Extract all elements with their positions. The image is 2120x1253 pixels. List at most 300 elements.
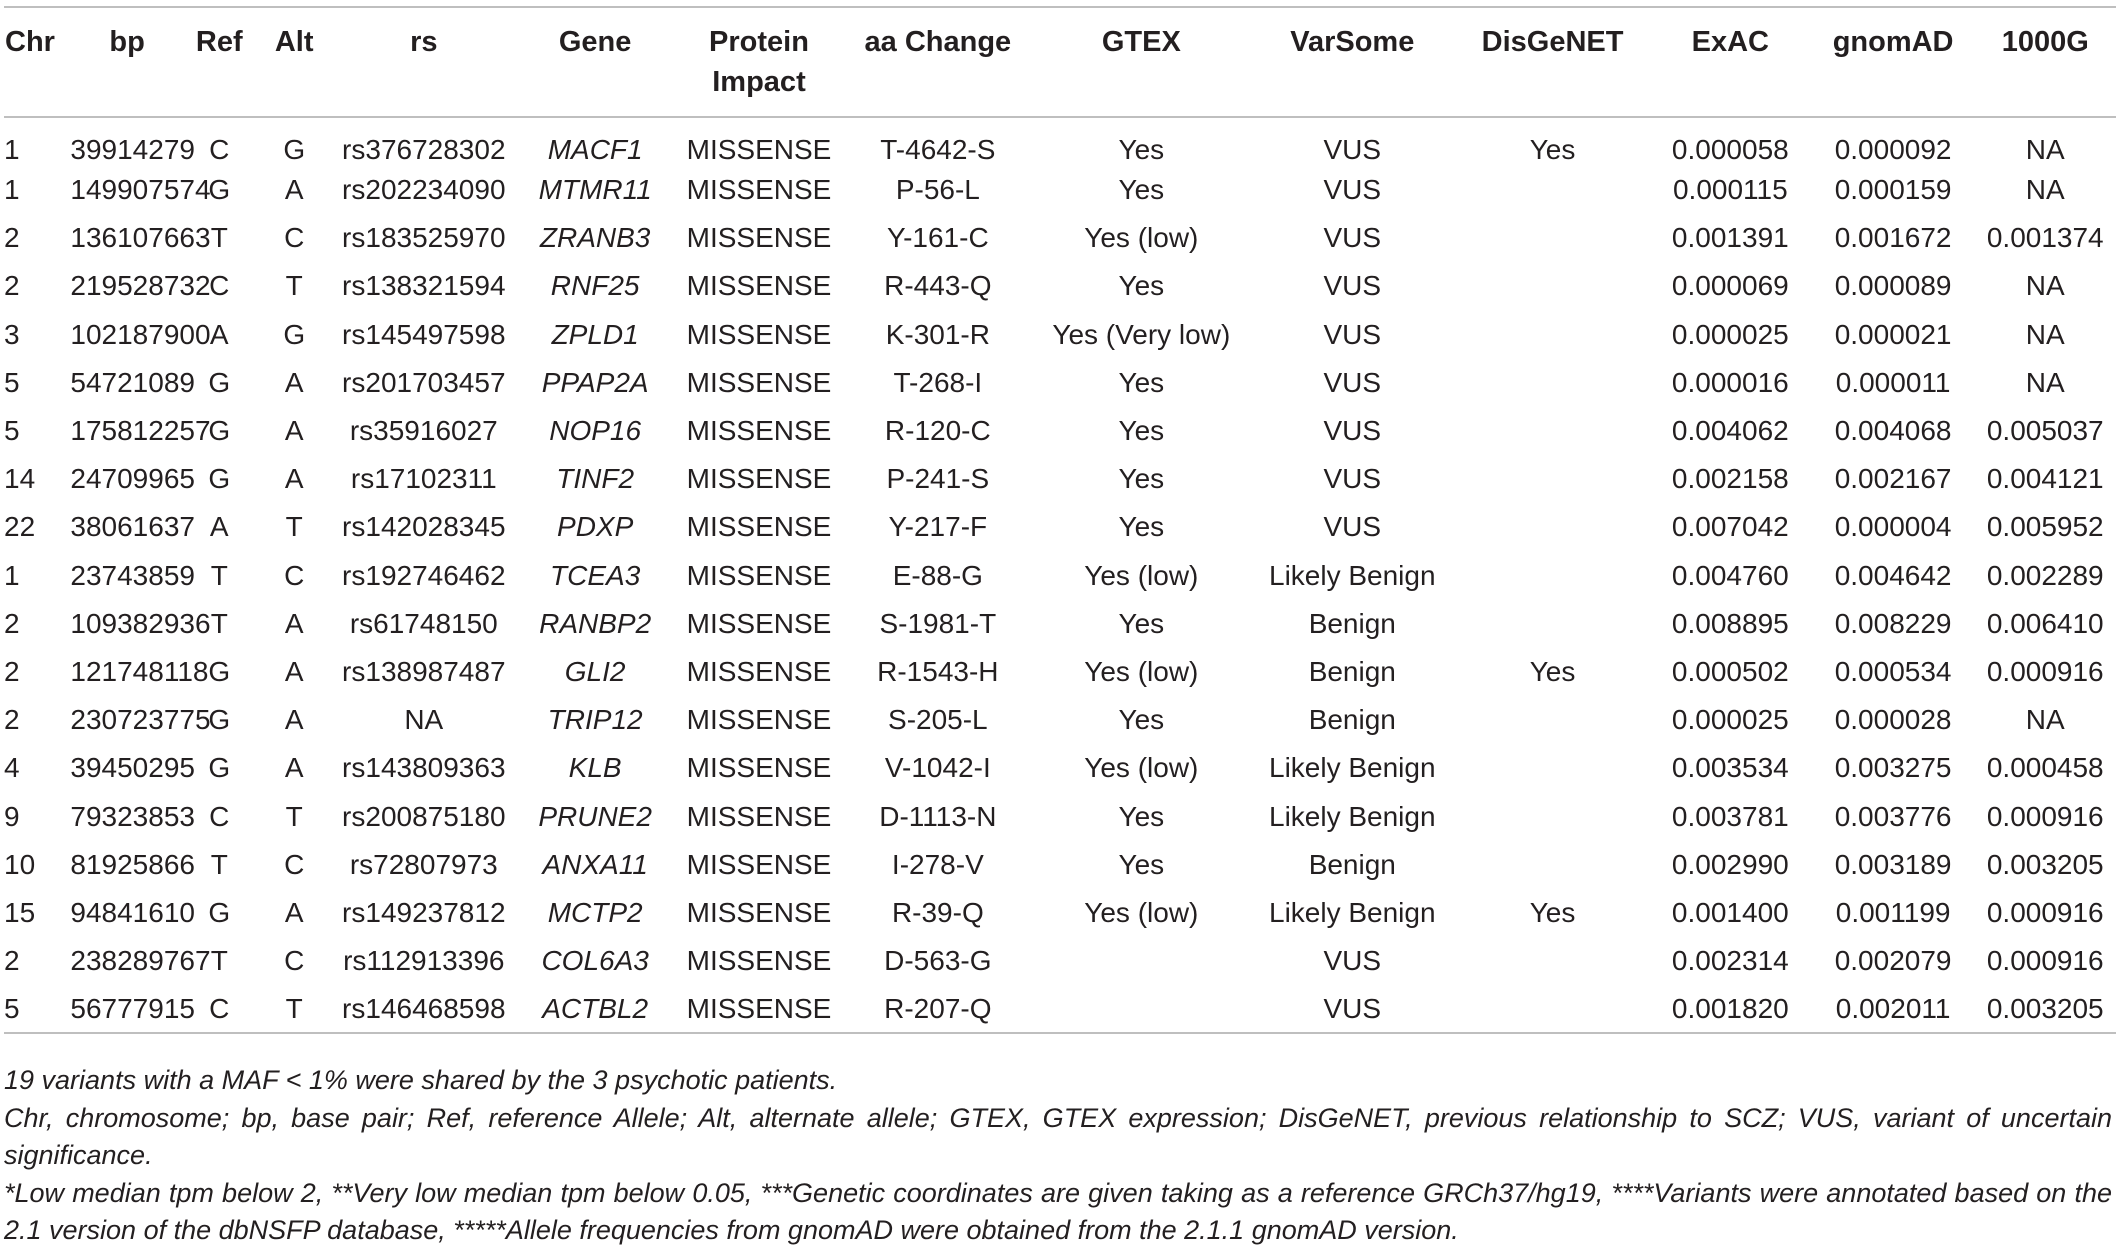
cell-alt: C [284, 559, 305, 591]
cell-gtex: Yes [1118, 800, 1165, 832]
cell-aa-change: R-120-C [884, 415, 991, 447]
cell-aa-change: S-1981-T [879, 607, 997, 639]
cell-alt: T [285, 270, 303, 302]
cell-exac: 0.001820 [1671, 992, 1789, 1024]
table-body [4, 117, 2116, 1033]
cell-chr: 2 [4, 607, 20, 639]
cell-disgenet: Yes [1529, 896, 1576, 928]
cell-bp: 136107663 [70, 222, 211, 254]
cell-chr: 5 [4, 366, 20, 398]
table-row [4, 744, 2116, 792]
col-header-protein-impact: Protein Impact [709, 26, 809, 98]
cell-gtex: Yes (low) [1084, 896, 1199, 928]
cell-1000g: NA [2025, 174, 2065, 206]
cell-gtex: Yes [1118, 704, 1165, 736]
cell-1000g: 0.002289 [1986, 559, 2104, 591]
cell-gnomad: 0.003776 [1834, 800, 1952, 832]
cell-exac: 0.000502 [1671, 655, 1789, 687]
cell-gnomad: 0.004068 [1834, 415, 1952, 447]
cell-gene: PDXP [557, 511, 634, 543]
cell-protein-impact: MISSENSE [686, 704, 832, 736]
cell-aa-change: D-1113-N [879, 800, 997, 832]
cell-protein-impact: MISSENSE [686, 559, 832, 591]
cell-gnomad: 0.000534 [1834, 655, 1952, 687]
cell-1000g: NA [2025, 134, 2065, 165]
cell-rs: rs183525970 [342, 222, 506, 254]
cell-rs: rs192746462 [342, 559, 506, 591]
cell-alt: A [284, 896, 304, 928]
table-row [4, 648, 2116, 696]
cell-protein-impact: MISSENSE [686, 992, 832, 1024]
cell-gene: ANXA11 [542, 848, 648, 880]
cell-disgenet [1456, 985, 1649, 1033]
cell-ref: T [210, 945, 228, 977]
cell-gnomad: 0.004642 [1834, 559, 1952, 591]
cell-disgenet [1456, 552, 1649, 600]
cell-aa-change: S-205-L [888, 704, 988, 736]
cell-exac: 0.000016 [1671, 366, 1789, 398]
cell-protein-impact: MISSENSE [686, 270, 832, 302]
cell-gene: TINF2 [556, 463, 635, 495]
cell-chr: 5 [4, 992, 20, 1024]
cell-gtex: Yes (Very low) [1052, 318, 1231, 350]
cell-aa-change: K-301-R [885, 318, 990, 350]
cell-disgenet [1456, 937, 1649, 985]
cell-chr: 22 [4, 511, 36, 543]
cell-rs: rs145497598 [342, 318, 506, 350]
cell-varsome: Likely Benign [1269, 752, 1436, 784]
cell-disgenet [1456, 744, 1649, 792]
cell-varsome: Benign [1308, 655, 1396, 687]
cell-gene: TCEA3 [550, 559, 641, 591]
cell-ref: T [210, 559, 228, 591]
cell-bp: 149907574 [70, 174, 211, 206]
cell-ref: C [209, 800, 230, 832]
cell-protein-impact: MISSENSE [686, 174, 832, 206]
cell-bp: 94841610 [70, 896, 195, 928]
cell-disgenet [1456, 407, 1649, 455]
cell-aa-change: Y-161-C [886, 222, 989, 254]
cell-gene: MTMR11 [538, 174, 652, 206]
cell-disgenet [1456, 262, 1649, 310]
cell-gtex: Yes (low) [1084, 222, 1199, 254]
cell-protein-impact: MISSENSE [686, 607, 832, 639]
cell-exac: 0.000058 [1671, 134, 1789, 165]
cell-varsome: Benign [1308, 848, 1396, 880]
table-row [4, 552, 2116, 600]
table-row [4, 985, 2116, 1033]
cell-ref: G [208, 752, 231, 784]
cell-protein-impact: MISSENSE [686, 945, 832, 977]
cell-chr: 4 [4, 752, 20, 784]
cell-rs: rs142028345 [342, 511, 506, 543]
cell-alt: C [284, 848, 305, 880]
header-row [4, 7, 2116, 117]
cell-exac: 0.004062 [1671, 415, 1789, 447]
cell-exac: 0.001391 [1671, 222, 1789, 254]
cell-gnomad: 0.001199 [1835, 896, 1951, 928]
cell-ref: G [208, 463, 231, 495]
footnote-definitions: *Low median tpm below 2, **Very low median tpm below 0.05, ***Genetic coordinates are given taking as a reference GRCh37/hg19, ****Variants were annotated based on the 2.1 version of the dbNSFP database, *****Allele frequencies from gnomAD were obtained from the 2.1.1 gnomAD version. [4, 1177, 2112, 1245]
cell-1000g: 0.003205 [1986, 848, 2104, 880]
cell-gtex: Yes (low) [1084, 559, 1199, 591]
cell-gtex [1034, 985, 1248, 1033]
cell-ref: G [208, 704, 231, 736]
cell-varsome: VUS [1323, 270, 1382, 302]
col-header-chr: Chr [5, 26, 55, 58]
cell-rs: rs72807973 [349, 848, 498, 880]
cell-gnomad: 0.002011 [1835, 992, 1951, 1024]
cell-gene: RANBP2 [539, 607, 652, 639]
cell-gnomad: 0.003275 [1834, 752, 1952, 784]
cell-protein-impact: MISSENSE [686, 848, 832, 880]
col-header-aa-change: aa Change [864, 26, 1012, 58]
cell-1000g: 0.000916 [1986, 800, 2104, 832]
cell-gnomad: 0.002167 [1834, 463, 1952, 495]
cell-gene: NOP16 [549, 415, 642, 447]
cell-aa-change: E-88-G [892, 559, 983, 591]
cell-gene: PRUNE2 [538, 800, 652, 832]
cell-protein-impact: MISSENSE [686, 415, 832, 447]
cell-gnomad: 0.003189 [1834, 848, 1952, 880]
cell-gtex: Yes [1118, 463, 1165, 495]
cell-bp: 23743859 [70, 559, 195, 591]
cell-bp: 230723775 [70, 704, 211, 736]
cell-chr: 2 [4, 222, 20, 254]
table-row [4, 696, 2116, 744]
cell-gene: PPAP2A [541, 366, 649, 398]
cell-alt: A [284, 415, 304, 447]
cell-gtex: Yes [1118, 511, 1165, 543]
cell-protein-impact: MISSENSE [686, 511, 832, 543]
cell-alt: G [283, 134, 306, 165]
cell-rs: rs138987487 [342, 655, 506, 687]
cell-protein-impact: MISSENSE [686, 800, 832, 832]
cell-varsome: VUS [1323, 992, 1382, 1024]
cell-varsome: VUS [1323, 134, 1382, 165]
cell-1000g: 0.000916 [1986, 655, 2104, 687]
cell-bp: 24709965 [70, 463, 195, 495]
col-header-1000g: 1000G [2001, 26, 2089, 58]
cell-chr: 14 [4, 463, 36, 495]
cell-chr: 10 [4, 848, 36, 880]
cell-gene: GLI2 [564, 655, 626, 687]
cell-exac: 0.002990 [1671, 848, 1789, 880]
table-row [4, 117, 2116, 166]
table-row [4, 600, 2116, 648]
cell-aa-change: P-241-S [886, 463, 990, 495]
cell-varsome: Likely Benign [1269, 800, 1436, 832]
cell-gtex: Yes [1118, 607, 1165, 639]
col-header-rs: rs [410, 26, 438, 58]
table-row [4, 262, 2116, 310]
cell-alt: A [284, 704, 304, 736]
cell-bp: 79323853 [70, 800, 195, 832]
cell-protein-impact: MISSENSE [686, 366, 832, 398]
cell-disgenet: Yes [1529, 655, 1576, 687]
cell-varsome: VUS [1323, 222, 1382, 254]
cell-bp: 219528732 [70, 270, 211, 302]
cell-chr: 1 [4, 174, 20, 206]
table-row [4, 792, 2116, 840]
cell-rs: rs112913396 [343, 945, 505, 977]
cell-bp: 56777915 [70, 992, 195, 1024]
cell-1000g: 0.006410 [1986, 607, 2104, 639]
cell-gtex: Yes (low) [1084, 752, 1199, 784]
cell-1000g: 0.005952 [1986, 511, 2104, 543]
cell-chr: 2 [4, 270, 20, 302]
cell-bp: 39914279 [70, 134, 195, 165]
cell-gnomad: 0.000159 [1834, 174, 1952, 206]
cell-gnomad: 0.000089 [1834, 270, 1952, 302]
cell-gene: ACTBL2 [542, 992, 649, 1024]
cell-varsome: VUS [1323, 463, 1382, 495]
cell-exac: 0.000025 [1671, 704, 1789, 736]
cell-aa-change: T-4642-S [880, 134, 996, 165]
cell-gtex: Yes [1118, 270, 1165, 302]
cell-rs: rs202234090 [342, 174, 506, 206]
col-header-varsome: VarSome [1290, 26, 1415, 58]
cell-gene: MACF1 [547, 134, 643, 165]
cell-rs: rs376728302 [342, 134, 506, 165]
table-row [4, 455, 2116, 503]
table-row [4, 889, 2116, 937]
cell-aa-change: V-1042-I [884, 752, 991, 784]
cell-chr: 5 [4, 415, 20, 447]
cell-protein-impact: MISSENSE [686, 463, 832, 495]
cell-aa-change: R-443-Q [884, 270, 992, 302]
cell-gnomad: 0.002079 [1834, 945, 1952, 977]
cell-aa-change: R-39-Q [891, 896, 984, 928]
cell-gtex: Yes [1118, 848, 1165, 880]
col-header-exac: ExAC [1691, 26, 1769, 58]
cell-gtex [1034, 937, 1248, 985]
cell-bp: 102187900 [70, 318, 211, 350]
cell-1000g: NA [2025, 366, 2065, 398]
cell-exac: 0.000069 [1671, 270, 1789, 302]
cell-varsome: VUS [1323, 511, 1382, 543]
cell-ref: T [210, 848, 228, 880]
table-row [4, 841, 2116, 889]
cell-chr: 2 [4, 945, 20, 977]
cell-ref: G [208, 896, 231, 928]
cell-1000g: 0.000916 [1986, 896, 2104, 928]
cell-chr: 15 [4, 896, 36, 928]
table-row [4, 937, 2116, 985]
table-row [4, 166, 2116, 214]
cell-varsome: Benign [1308, 704, 1396, 736]
cell-varsome: Likely Benign [1269, 896, 1436, 928]
cell-alt: A [284, 752, 304, 784]
col-header-ref: Ref [195, 26, 243, 58]
cell-gnomad: 0.000011 [1835, 366, 1951, 398]
cell-alt: C [284, 945, 305, 977]
cell-varsome: VUS [1323, 174, 1382, 206]
cell-aa-change: D-563-G [884, 945, 992, 977]
cell-ref: C [209, 134, 230, 165]
cell-disgenet [1456, 696, 1649, 744]
cell-gnomad: 0.000092 [1834, 134, 1952, 165]
cell-exac: 0.004760 [1671, 559, 1789, 591]
cell-varsome: VUS [1323, 318, 1382, 350]
table-row [4, 359, 2116, 407]
cell-exac: 0.008895 [1671, 607, 1789, 639]
cell-exac: 0.001400 [1671, 896, 1789, 928]
cell-bp: 54721089 [70, 366, 195, 398]
cell-rs: rs61748150 [349, 607, 498, 639]
cell-alt: A [284, 607, 304, 639]
variants-table [4, 6, 2116, 1034]
cell-bp: 38061637 [70, 511, 195, 543]
cell-1000g: 0.000458 [1986, 752, 2104, 784]
cell-alt: A [284, 174, 304, 206]
cell-gene: KLB [568, 752, 622, 784]
cell-alt: G [283, 318, 306, 350]
cell-gnomad: 0.000028 [1834, 704, 1952, 736]
cell-bp: 175812257 [70, 415, 211, 447]
cell-protein-impact: MISSENSE [686, 318, 832, 350]
cell-alt: T [285, 511, 303, 543]
cell-rs: rs138321594 [342, 270, 506, 302]
cell-disgenet [1456, 455, 1649, 503]
cell-bp: 39450295 [70, 752, 195, 784]
cell-rs: rs201703457 [342, 366, 506, 398]
cell-gtex: Yes (low) [1084, 655, 1199, 687]
cell-aa-change: P-56-L [895, 174, 980, 206]
col-header-alt: Alt [274, 26, 314, 58]
cell-disgenet [1456, 503, 1649, 551]
cell-rs: rs146468598 [342, 992, 506, 1024]
cell-ref: G [208, 415, 231, 447]
cell-gene: COL6A3 [541, 945, 649, 977]
cell-aa-change: I-278-V [891, 848, 984, 880]
cell-exac: 0.003534 [1671, 752, 1789, 784]
cell-disgenet [1456, 841, 1649, 889]
col-header-bp: bp [109, 26, 145, 58]
cell-gene: ZPLD1 [551, 318, 639, 350]
cell-chr: 3 [4, 318, 20, 350]
cell-rs: rs143809363 [342, 752, 506, 784]
cell-gtex: Yes [1118, 415, 1165, 447]
cell-bp: 121748118 [70, 655, 209, 687]
cell-alt: A [284, 366, 304, 398]
table-row [4, 503, 2116, 551]
cell-disgenet [1456, 166, 1649, 214]
footnote-abbreviations: Chr, chromosome; bp, base pair; Ref, reference Allele; Alt, alternate allele; GTEX, GTEX expression; DisGeNET, previous relationship to SCZ; VUS, variant of uncertain significance. [4, 1102, 2112, 1170]
cell-disgenet [1456, 600, 1649, 648]
cell-ref: G [208, 366, 231, 398]
cell-alt: A [284, 463, 304, 495]
cell-disgenet: Yes [1529, 134, 1576, 165]
cell-ref: T [210, 607, 228, 639]
col-header-gnomad: gnomAD [1832, 26, 1954, 58]
cell-ref: A [209, 511, 229, 543]
table-row [4, 311, 2116, 359]
cell-aa-change: R-1543-H [877, 655, 999, 687]
cell-varsome: VUS [1323, 366, 1382, 398]
footnote-summary: 19 variants with a MAF < 1% were shared by the 3 psychotic patients. [4, 1065, 838, 1095]
cell-disgenet [1456, 792, 1649, 840]
cell-rs: rs35916027 [349, 415, 498, 447]
cell-gtex: Yes [1118, 134, 1165, 165]
cell-rs: NA [404, 704, 444, 736]
cell-gene: MCTP2 [547, 896, 643, 928]
cell-chr: 1 [4, 559, 20, 591]
cell-varsome: VUS [1323, 945, 1382, 977]
cell-gnomad: 0.000004 [1834, 511, 1952, 543]
cell-1000g: NA [2025, 270, 2065, 302]
cell-gene: RNF25 [550, 270, 640, 302]
cell-varsome: VUS [1323, 415, 1382, 447]
table-row [4, 407, 2116, 455]
cell-rs: rs200875180 [342, 800, 506, 832]
col-header-gtex: GTEX [1101, 26, 1181, 58]
cell-1000g: NA [2025, 704, 2065, 736]
cell-varsome: Likely Benign [1269, 559, 1436, 591]
cell-1000g: NA [2025, 318, 2065, 350]
table-row [4, 214, 2116, 262]
cell-gtex: Yes [1118, 174, 1165, 206]
cell-exac: 0.007042 [1671, 511, 1789, 543]
cell-ref: T [210, 222, 228, 254]
cell-exac: 0.000115 [1672, 174, 1788, 206]
cell-disgenet [1456, 311, 1649, 359]
cell-gnomad: 0.008229 [1834, 607, 1952, 639]
cell-exac: 0.003781 [1671, 800, 1789, 832]
cell-disgenet [1456, 359, 1649, 407]
cell-alt: T [285, 800, 303, 832]
cell-chr: 2 [4, 655, 20, 687]
cell-ref: G [208, 655, 231, 687]
cell-varsome: Benign [1308, 607, 1396, 639]
cell-bp: 81925866 [70, 848, 195, 880]
cell-ref: A [209, 318, 229, 350]
cell-protein-impact: MISSENSE [686, 896, 832, 928]
cell-exac: 0.000025 [1671, 318, 1789, 350]
cell-chr: 1 [4, 134, 20, 165]
cell-gene: ZRANB3 [539, 222, 651, 254]
cell-exac: 0.002314 [1671, 945, 1789, 977]
cell-1000g: 0.001374 [1986, 222, 2104, 254]
cell-1000g: 0.005037 [1986, 415, 2104, 447]
cell-1000g: 0.004121 [1986, 463, 2104, 495]
cell-alt: C [284, 222, 305, 254]
cell-1000g: 0.000916 [1986, 945, 2104, 977]
cell-ref: C [209, 270, 230, 302]
cell-bp: 109382936 [70, 607, 211, 639]
cell-chr: 9 [4, 800, 20, 832]
col-header-disgenet: DisGeNET [1481, 26, 1624, 58]
cell-protein-impact: MISSENSE [686, 655, 832, 687]
cell-ref: G [208, 174, 231, 206]
cell-alt: A [284, 655, 304, 687]
cell-chr: 2 [4, 704, 20, 736]
table-footnotes [4, 1062, 2112, 1250]
cell-1000g: 0.003205 [1986, 992, 2104, 1024]
cell-disgenet [1456, 214, 1649, 262]
cell-ref: C [209, 992, 230, 1024]
cell-aa-change: Y-217-F [888, 511, 988, 543]
cell-aa-change: R-207-Q [884, 992, 992, 1024]
cell-exac: 0.002158 [1671, 463, 1789, 495]
cell-rs: rs149237812 [342, 896, 506, 928]
cell-aa-change: T-268-I [893, 366, 983, 398]
col-header-gene: Gene [558, 26, 632, 58]
cell-rs: rs17102311 [350, 463, 497, 495]
cell-bp: 238289767 [70, 945, 211, 977]
cell-gene: TRIP12 [547, 704, 643, 736]
cell-protein-impact: MISSENSE [686, 752, 832, 784]
